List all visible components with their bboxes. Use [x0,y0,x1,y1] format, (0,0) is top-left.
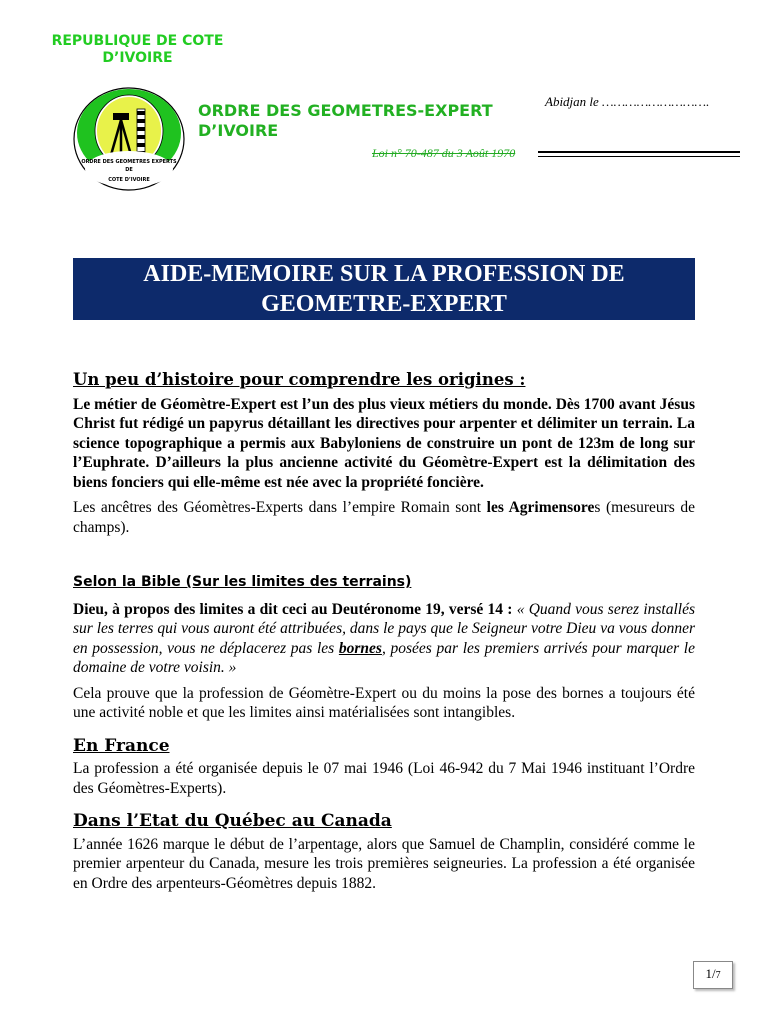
bible-quote-1: « Quand vous serez installés sur les terres qui vous auront été attribuées, dans le pays que le Seigneur votre Dieu va vous donner en possession, vous ne déplacerez pas les [73,600,695,657]
logo-text-2: DE [125,167,133,173]
bible-conclusion-paragraph: Cela prouve que la profession de Géomètre-Expert ou du moins la pose des bornes a toujours été une activité noble et que les limites ainsi matérialisées sont intangibles. [73,684,695,721]
ancestors-text-post: s (mesureurs de champs). [73,499,695,536]
republic-line-1: REPUBLIQUE DE COTE [51,33,224,49]
bible-quote-paragraph [73,600,695,678]
france-heading: En France [73,735,170,756]
quebec-heading: Dans l’Etat du Québec au Canada [73,811,392,831]
date-line: Abidjan le ………………………. [545,94,710,109]
header-rule-thick [538,151,740,153]
ancestors-text-pre: Les ancêtres des Géomètres-Experts dans l’empire Romain sont [73,499,487,516]
order-title-line-2: D’IVOIRE [198,121,279,140]
law-reference: Loi n° 70-487 du 3 Août 1970 [372,146,516,160]
header-rule-thin [538,156,740,157]
bible-heading: Selon la Bible (Sur les limites des terrains) [73,574,412,590]
origins-paragraph: Le métier de Géomètre-Expert est l’un des plus vieux métiers du monde. Dès 1700 avant Jésus Christ fut rédigé un papyrus détaillant les directives pour arpenter et délimiter un terrain. La science topographique a permis aux Babyloniens de construire un pont de 123m de long sur l’Euphrate. D’ailleurs la plus ancienne activité du Géomètre-Expert est la délimitation des biens fonciers qui elle-même est née avec la propriété foncière. [73,395,695,491]
logo-text-3: COTE D’IVOIRE [108,177,150,183]
republic-header [40,33,235,67]
page-number [693,961,733,989]
document-title-line-1: AIDE-MEMOIRE SUR LA PROFESSION DE [143,261,625,287]
bible-quote-2: , posées par les premiers arrivés pour marquer le domaine de votre voisin. » [73,639,695,676]
document-body [73,370,695,893]
bible-intro: Dieu, à propos des limites a dit ceci au Deutéronome 19, versé 14 : [73,600,513,618]
page-total: 7 [715,970,721,981]
document-title-line-2: GEOMETRE-EXPERT [261,291,507,317]
origins-heading: Un peu d’histoire pour comprendre les origines : [73,370,526,389]
bornes-term: bornes [338,639,382,657]
document-title-banner [73,258,695,320]
agrimensores-term: les Agrimensore [486,499,595,516]
order-title-line-1: ORDRE DES GEOMETRES-EXPERT [198,101,493,120]
ancestors-paragraph [73,498,695,537]
order-logo [73,87,185,191]
france-paragraph: La profession a été organisée depuis le 07 mai 1946 (Loi 46-942 du 7 Mai 1946 instituant l’Ordre des Géomètres-Experts). [73,760,695,797]
order-title [198,101,538,141]
logo-text-1: ORDRE DES GEOMETRES EXPERTS [81,159,177,165]
quebec-paragraph: L’année 1626 marque le début de l’arpentage, alors que Samuel de Champlin, considéré comme le premier arpenteur du Canada, mesure les trois premières seigneuries. La profession a été organisée en Ordre des arpenteurs-Géomètres depuis 1882. [73,835,695,892]
page-current: 1/ [705,966,716,981]
republic-line-2: D’IVOIRE [102,50,173,66]
